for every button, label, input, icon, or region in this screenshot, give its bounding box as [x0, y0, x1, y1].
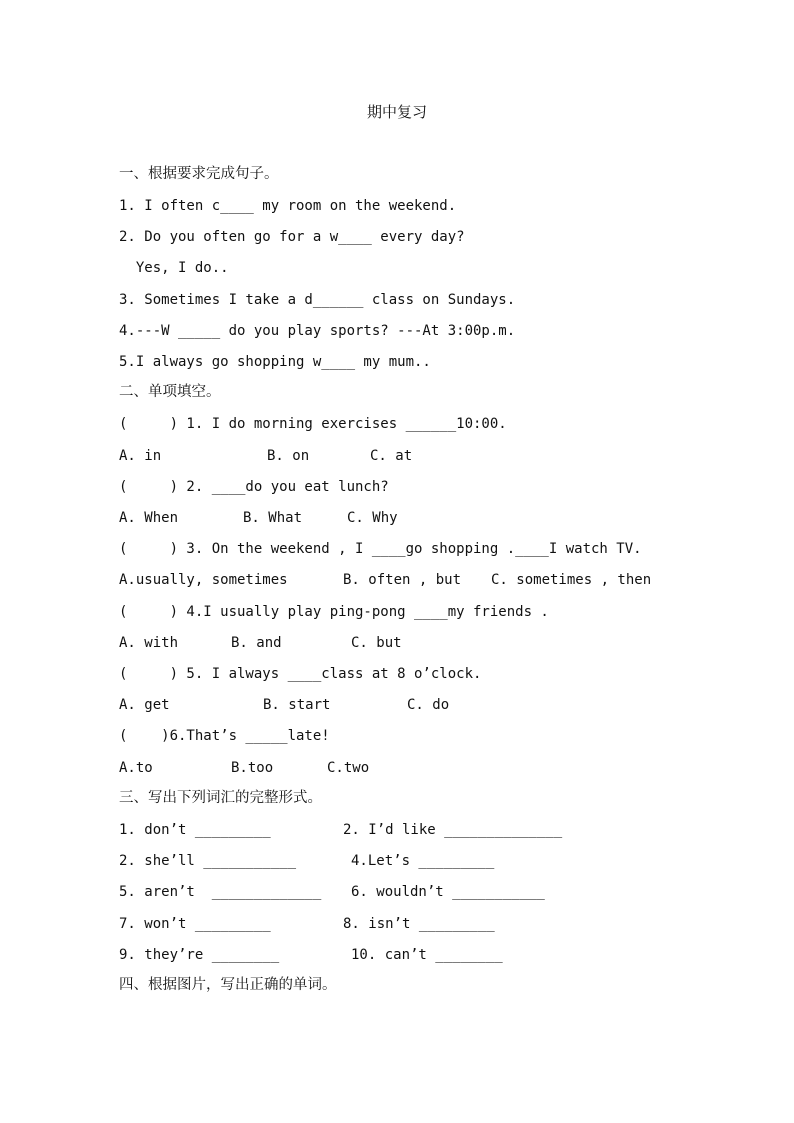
s2-question-4: ( ) 4.I usually play ping-pong ____my friends . [119, 604, 549, 620]
option-b: B.too [231, 760, 274, 776]
s3-row-5 [119, 944, 679, 966]
s2-question-1: ( ) 1. I do morning exercises ______10:00. [119, 416, 507, 432]
option-b: B. start [263, 697, 331, 713]
page-title: 期中复习 [366, 103, 427, 121]
s1-item-3: 3. Sometimes I take a d______ class on Sundays. [119, 292, 516, 308]
word-item: 4.Let’s _________ [351, 853, 495, 869]
s2-question-3: ( ) 3. On the weekend , I ____go shopping .____I watch TV. [119, 541, 642, 557]
option-c: C. sometimes , then [491, 572, 652, 588]
section-4-heading: 四、根据图片，写出正确的单词。 [119, 977, 337, 993]
s3-row-3 [119, 881, 679, 903]
section-1-heading: 一、根据要求完成句子。 [119, 166, 279, 182]
word-item: 8. isn’t _________ [343, 916, 495, 932]
option-a: A. in [119, 448, 162, 464]
s2-options-6 [119, 757, 679, 779]
word-item: 1. don’t _________ [119, 822, 271, 838]
option-c: C.two [327, 760, 370, 776]
option-c: C. do [407, 697, 450, 713]
option-b: B. and [231, 635, 282, 651]
word-item: 6. wouldn’t ___________ [351, 884, 545, 900]
s2-question-5: ( ) 5. I always ____class at 8 o’clock. [119, 666, 482, 682]
option-c: C. Why [347, 510, 398, 526]
section-3-heading: 三、写出下列词汇的完整形式。 [119, 790, 322, 806]
option-b: B. What [243, 510, 303, 526]
s3-row-1 [119, 819, 679, 841]
option-b: B. often , but [343, 572, 462, 588]
s2-question-6: ( )6.That’s _____late! [119, 728, 330, 744]
option-a: A. with [119, 635, 179, 651]
s1-item-2-answer: Yes, I do.. [119, 260, 229, 276]
s2-options-1 [119, 445, 679, 467]
s3-row-4 [119, 913, 679, 935]
s2-options-5 [119, 694, 679, 716]
option-c: C. but [351, 635, 402, 651]
s2-question-2: ( ) 2. ____do you eat lunch? [119, 479, 389, 495]
s2-options-2 [119, 507, 679, 529]
option-a: A. When [119, 510, 179, 526]
word-item: 10. can’t ________ [351, 947, 503, 963]
s1-item-4: 4.---W _____ do you play sports? ---At 3:00p.m. [119, 323, 516, 339]
option-a: A.usually, sometimes [119, 572, 288, 588]
s2-options-4 [119, 632, 679, 654]
word-item: 2. she’ll ___________ [119, 853, 297, 869]
option-b: B. on [267, 448, 310, 464]
s3-row-2 [119, 850, 679, 872]
word-item: 7. won’t _________ [119, 916, 271, 932]
section-2-heading: 二、单项填空。 [119, 384, 221, 400]
option-a: A.to [119, 760, 153, 776]
option-c: C. at [370, 448, 413, 464]
s1-item-5: 5.I always go shopping w____ my mum.. [119, 354, 431, 370]
word-item: 5. aren’t _____________ [119, 884, 322, 900]
option-a: A. get [119, 697, 170, 713]
s1-item-1: 1. I often c____ my room on the weekend. [119, 198, 457, 214]
word-item: 9. they’re ________ [119, 947, 280, 963]
s2-options-3 [119, 569, 679, 591]
word-item: 2. I’d like ______________ [343, 822, 563, 838]
s1-item-2: 2. Do you often go for a w____ every day? [119, 229, 465, 245]
